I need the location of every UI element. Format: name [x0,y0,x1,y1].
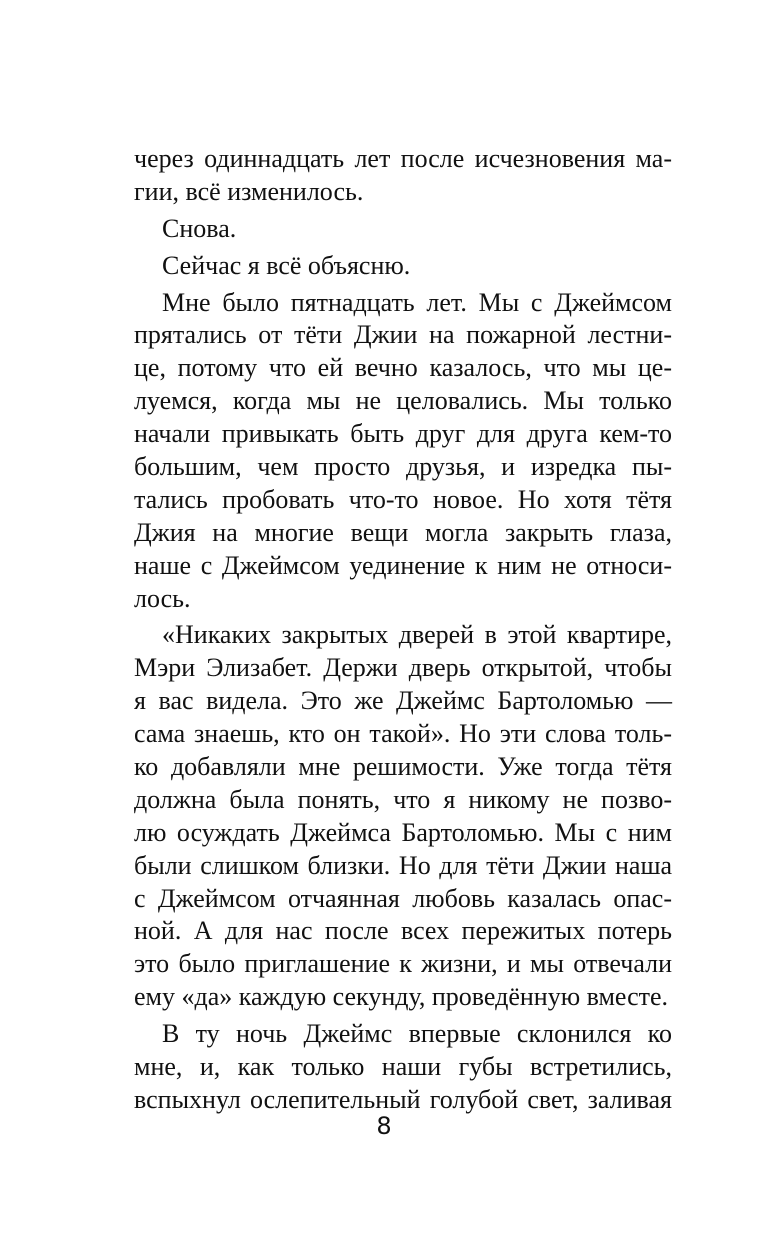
text-line: это было приглашение к жизни, и мы отвечали [134,949,672,979]
text-line: тались пробовать что-то новое. Но хотя тётя [134,484,672,514]
text-line: сама знаешь, кто он такой». Но эти слова толь- [134,719,672,749]
text-line: В ту ночь Джеймс впервые склонился ко [162,1019,672,1049]
text-line: лю осуждать Джеймса Бартоломью. Мы с ним [134,817,672,847]
text-line: мне, и, как только наши губы встретились, [134,1052,672,1082]
text-line: гии, всё изменилось. [134,176,364,206]
text-line: Мне было пятнадцать лет. Мы с Джеймсом [162,287,672,317]
page-number: 8 [376,1112,392,1140]
body-text [134,143,672,1117]
text-line: лось. [134,583,191,613]
text-line: через одиннадцать лет после исчезновения ма- [134,144,672,173]
text-line: «Никаких закрытых дверей в этой квартире, [162,620,672,650]
text-line: я вас видела. Это же Джеймс Бартоломью — [134,686,672,716]
text-line: с Джеймсом отчаянная любовь казалась опас- [134,883,672,913]
text-line: Снова. [162,213,237,243]
text-line: ему «да» каждую секунду, проведённую вместе. [134,982,669,1012]
text-line: ной. А для нас после всех пережитых потерь [134,916,672,946]
text-line: вспыхнул ослепительный голубой свет, заливая [134,1084,672,1114]
text-line: Сейчас я всё объясню. [162,250,411,280]
text-line: ко добавляли мне решимости. Уже тогда тётя [134,752,672,782]
text-line: прятались от тёти Джии на пожарной лестни- [134,320,672,350]
text-line: луемся, когда мы не целовались. Мы только [134,386,672,416]
text-line: Мэри Элизабет. Держи дверь открытой, чтобы [134,653,672,683]
text-line: были слишком близки. Но для тёти Джии наша [134,850,672,880]
text-line: наше с Джеймсом уединение к ним не относи- [134,550,672,580]
text-line: це, потому что ей вечно казалось, что мы це- [134,353,672,383]
text-line: должна была понять, что я никому не позво- [134,784,672,814]
text-line: начали привыкать быть друг для друга кем-то [134,419,672,449]
text-line: большим, чем просто друзья, и изредка пы- [134,452,672,482]
text-line: Джия на многие вещи могла закрыть глаза, [134,517,672,547]
